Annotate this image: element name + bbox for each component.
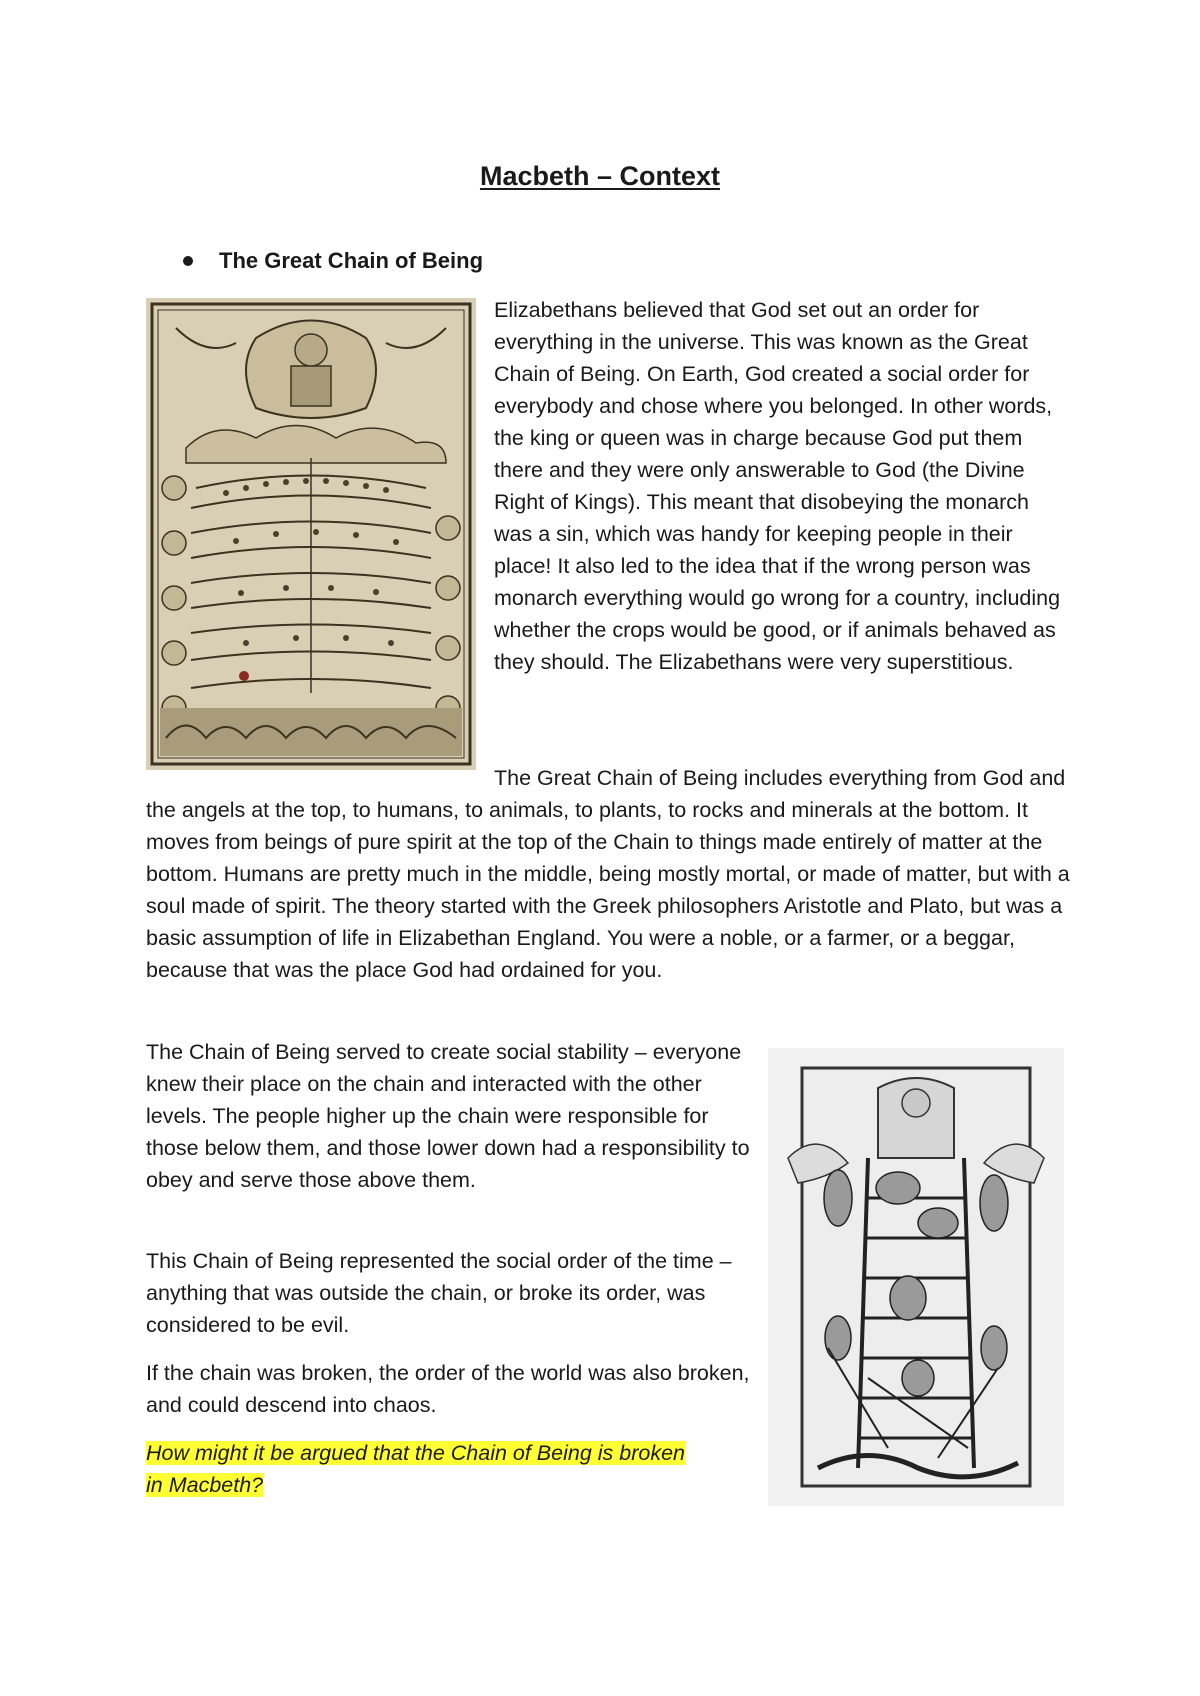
highlighted-question-text: How might it be argued that the Chain of Being is broken in Macbeth?	[146, 1441, 686, 1497]
section-heading: The Great Chain of Being	[219, 248, 484, 273]
paragraph-3: The Chain of Being served to create social stability – everyone knew their place on the chain and interacted with the other levels. The people higher up the chain were responsible for those below them, and those lower down had a responsibility to obey and serve those above them.	[146, 1040, 750, 1192]
great-chain-engraving-illustration	[146, 298, 476, 770]
bullet-icon	[183, 256, 193, 266]
page-title: Macbeth – Context	[479, 161, 721, 192]
ladder-of-being-illustration	[768, 1048, 1064, 1506]
paragraph-5: If the chain was broken, the order of the world was also broken, and could descend into chaos.	[146, 1361, 750, 1417]
paragraph-4: This Chain of Being represented the social order of the time – anything that was outside the chain, or broke its order, was considered to be evil.	[146, 1249, 732, 1337]
paragraph-1: Elizabethans believed that God set out an order for everything in the universe. This was known as the Great Chain of Being. On Earth, God created a social order for everybody and chose where you belonged. In other words, the king or queen was in charge because God put them there and they were only answerable to God (the Divine Right of Kings). This meant that disobeying the monarch was a sin, which was handy for keeping people in their place! It also led to the idea that if the wrong person was monarch everything would go wrong for a country, including whether the crops would be good, or if animals behaved as they should. The Elizabethans were very superstitious.	[494, 298, 1061, 674]
discussion-question	[146, 1437, 706, 1501]
paragraph-2: The Great Chain of Being includes everything from God and the angels at the top, to humans, to animals, to plants, to rocks and minerals at the bottom. It moves from beings of pure spirit at the top of the Chain to things made entirely of matter at the bottom. Humans are pretty much in the middle, being mostly mortal, or made of matter, but with a soul made of spirit. The theory started with the Greek philosophers Aristotle and Plato, but was a basic assumption of life in Elizabethan England. You were a noble, or a farmer, or a beggar, because that was the place God had ordained for you.	[146, 766, 1070, 982]
